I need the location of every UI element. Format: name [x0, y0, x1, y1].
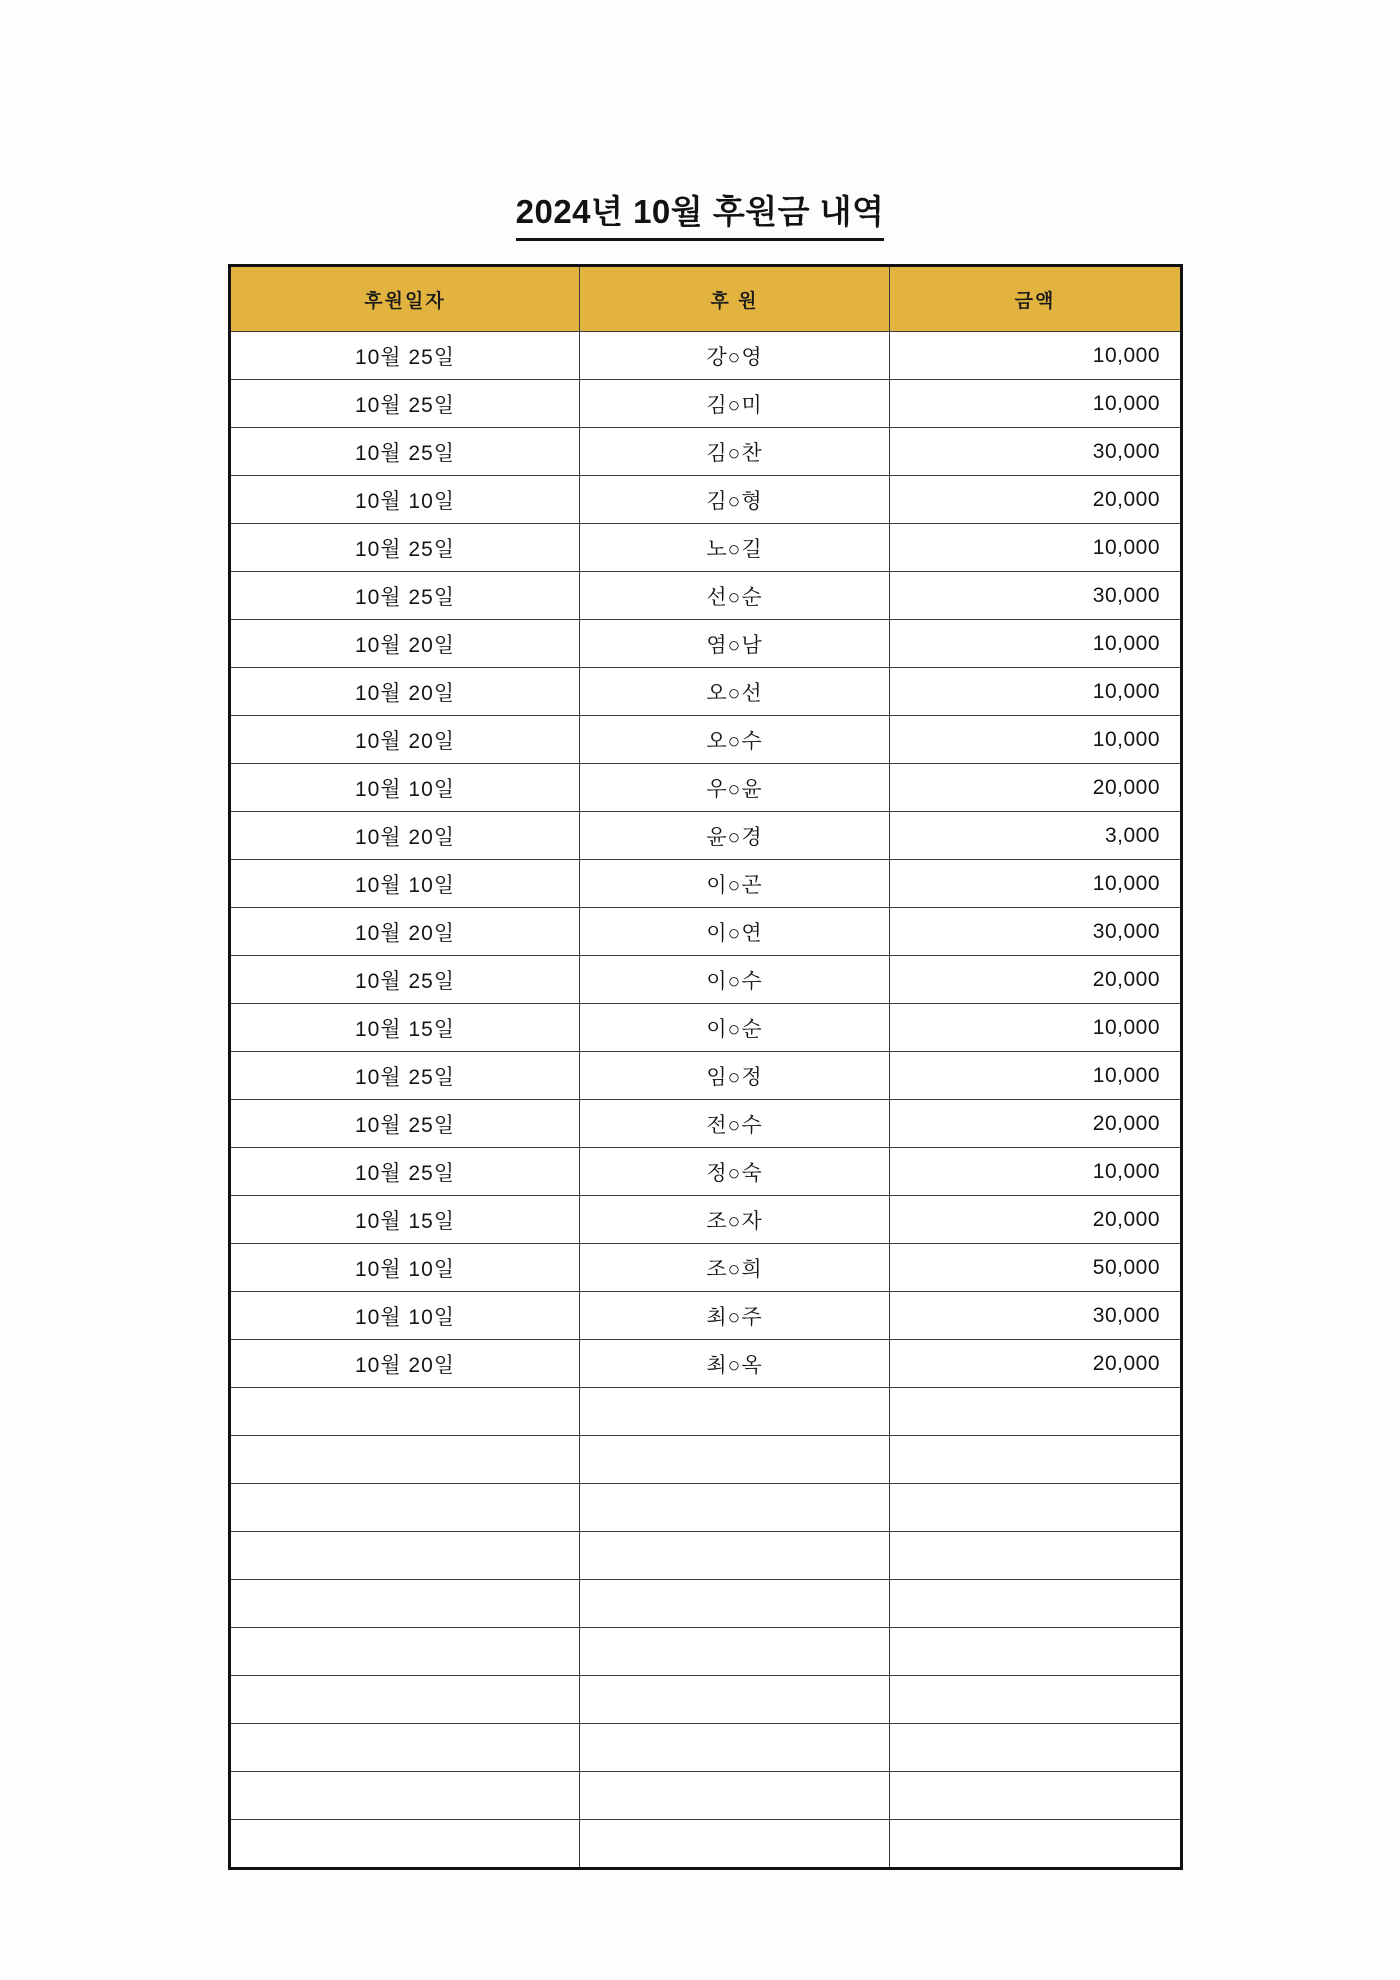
cell-amount: 10,000 [890, 380, 1182, 428]
cell-amount: 10,000 [890, 860, 1182, 908]
table-row [230, 1052, 1182, 1100]
cell-date: 10월 20일 [230, 812, 580, 860]
table-row [230, 380, 1182, 428]
cell-donor-empty [580, 1772, 890, 1820]
cell-donor: 최○주 [580, 1292, 890, 1340]
cell-amount: 20,000 [890, 764, 1182, 812]
cell-donor-empty [580, 1532, 890, 1580]
table-row [230, 1196, 1182, 1244]
cell-date: 10월 10일 [230, 1244, 580, 1292]
cell-amount-empty [890, 1676, 1182, 1724]
cell-donor: 김○미 [580, 380, 890, 428]
cell-donor: 이○곤 [580, 860, 890, 908]
cell-date: 10월 20일 [230, 716, 580, 764]
cell-amount: 30,000 [890, 428, 1182, 476]
cell-date: 10월 15일 [230, 1004, 580, 1052]
cell-donor: 김○형 [580, 476, 890, 524]
table-row-empty [230, 1628, 1182, 1676]
cell-date: 10월 25일 [230, 380, 580, 428]
table-row [230, 908, 1182, 956]
cell-donor-empty [580, 1580, 890, 1628]
table-row [230, 716, 1182, 764]
cell-amount-empty [890, 1532, 1182, 1580]
cell-date: 10월 25일 [230, 1052, 580, 1100]
cell-amount: 30,000 [890, 572, 1182, 620]
cell-donor: 조○희 [580, 1244, 890, 1292]
cell-amount: 50,000 [890, 1244, 1182, 1292]
cell-date: 10월 10일 [230, 1292, 580, 1340]
table-row-empty [230, 1724, 1182, 1772]
page-title-text: 2024년 10월 후원금 내역 [516, 186, 885, 241]
cell-date-empty [230, 1820, 580, 1869]
cell-donor: 강○영 [580, 332, 890, 380]
cell-date: 10월 20일 [230, 908, 580, 956]
cell-date: 10월 25일 [230, 956, 580, 1004]
cell-date-empty [230, 1532, 580, 1580]
table-row-empty [230, 1484, 1182, 1532]
cell-donor: 오○선 [580, 668, 890, 716]
table-row-empty [230, 1436, 1182, 1484]
cell-date: 10월 10일 [230, 476, 580, 524]
cell-date-empty [230, 1484, 580, 1532]
cell-donor: 오○수 [580, 716, 890, 764]
cell-amount: 10,000 [890, 620, 1182, 668]
cell-amount-empty [890, 1484, 1182, 1532]
table-row [230, 572, 1182, 620]
table-row [230, 668, 1182, 716]
cell-amount: 30,000 [890, 1292, 1182, 1340]
cell-donor: 이○연 [580, 908, 890, 956]
table-row [230, 1100, 1182, 1148]
cell-donor-empty [580, 1388, 890, 1436]
cell-amount-empty [890, 1724, 1182, 1772]
cell-amount-empty [890, 1388, 1182, 1436]
table-row [230, 476, 1182, 524]
cell-donor: 염○남 [580, 620, 890, 668]
cell-donor-empty [580, 1676, 890, 1724]
cell-date: 10월 25일 [230, 1148, 580, 1196]
table-row [230, 1004, 1182, 1052]
donation-table-container [228, 264, 1180, 1870]
cell-donor: 정○숙 [580, 1148, 890, 1196]
cell-donor: 조○자 [580, 1196, 890, 1244]
table-row [230, 1244, 1182, 1292]
cell-date: 10월 10일 [230, 764, 580, 812]
cell-donor-empty [580, 1724, 890, 1772]
cell-date-empty [230, 1772, 580, 1820]
cell-date: 10월 20일 [230, 1340, 580, 1388]
table-row [230, 620, 1182, 668]
cell-amount: 10,000 [890, 668, 1182, 716]
table-header-row [230, 266, 1182, 332]
table-row-empty [230, 1772, 1182, 1820]
table-row [230, 428, 1182, 476]
page-title [0, 186, 1400, 241]
cell-date-empty [230, 1628, 580, 1676]
table-row [230, 860, 1182, 908]
table-row-empty [230, 1580, 1182, 1628]
donation-table [228, 264, 1183, 1870]
column-header-date: 후원일자 [230, 266, 580, 332]
cell-date-empty [230, 1724, 580, 1772]
cell-amount: 10,000 [890, 1052, 1182, 1100]
cell-donor: 전○수 [580, 1100, 890, 1148]
cell-amount-empty [890, 1580, 1182, 1628]
cell-amount: 20,000 [890, 476, 1182, 524]
table-row-empty [230, 1388, 1182, 1436]
table-row [230, 764, 1182, 812]
cell-date: 10월 10일 [230, 860, 580, 908]
cell-date: 10월 25일 [230, 332, 580, 380]
cell-date: 10월 25일 [230, 524, 580, 572]
cell-donor: 김○찬 [580, 428, 890, 476]
cell-date: 10월 20일 [230, 668, 580, 716]
cell-date-empty [230, 1436, 580, 1484]
cell-date: 10월 20일 [230, 620, 580, 668]
cell-amount-empty [890, 1820, 1182, 1869]
table-row [230, 1148, 1182, 1196]
cell-donor-empty [580, 1484, 890, 1532]
table-row-empty [230, 1820, 1182, 1869]
cell-donor: 노○길 [580, 524, 890, 572]
column-header-donor: 후 원 [580, 266, 890, 332]
table-row [230, 1340, 1182, 1388]
table-row-empty [230, 1532, 1182, 1580]
cell-donor-empty [580, 1820, 890, 1869]
cell-donor: 이○수 [580, 956, 890, 1004]
cell-amount-empty [890, 1772, 1182, 1820]
cell-amount: 10,000 [890, 1148, 1182, 1196]
cell-date: 10월 25일 [230, 1100, 580, 1148]
cell-donor: 이○순 [580, 1004, 890, 1052]
table-row [230, 524, 1182, 572]
cell-date-empty [230, 1388, 580, 1436]
cell-date: 10월 15일 [230, 1196, 580, 1244]
cell-amount: 20,000 [890, 956, 1182, 1004]
cell-amount: 20,000 [890, 1196, 1182, 1244]
cell-donor: 임○정 [580, 1052, 890, 1100]
cell-amount: 3,000 [890, 812, 1182, 860]
cell-amount: 10,000 [890, 1004, 1182, 1052]
cell-date: 10월 25일 [230, 572, 580, 620]
cell-amount: 10,000 [890, 524, 1182, 572]
cell-amount: 10,000 [890, 716, 1182, 764]
cell-amount-empty [890, 1628, 1182, 1676]
table-row [230, 956, 1182, 1004]
cell-donor-empty [580, 1628, 890, 1676]
cell-donor: 최○옥 [580, 1340, 890, 1388]
table-header [230, 266, 1182, 332]
cell-amount: 10,000 [890, 332, 1182, 380]
cell-amount: 20,000 [890, 1340, 1182, 1388]
cell-amount: 30,000 [890, 908, 1182, 956]
table-body [230, 332, 1182, 1869]
cell-date: 10월 25일 [230, 428, 580, 476]
cell-amount-empty [890, 1436, 1182, 1484]
cell-donor: 우○윤 [580, 764, 890, 812]
cell-donor: 윤○경 [580, 812, 890, 860]
cell-donor-empty [580, 1436, 890, 1484]
column-header-amount: 금액 [890, 266, 1182, 332]
cell-date-empty [230, 1676, 580, 1724]
table-row [230, 1292, 1182, 1340]
table-row [230, 812, 1182, 860]
cell-date-empty [230, 1580, 580, 1628]
table-row [230, 332, 1182, 380]
table-row-empty [230, 1676, 1182, 1724]
cell-amount: 20,000 [890, 1100, 1182, 1148]
cell-donor: 선○순 [580, 572, 890, 620]
